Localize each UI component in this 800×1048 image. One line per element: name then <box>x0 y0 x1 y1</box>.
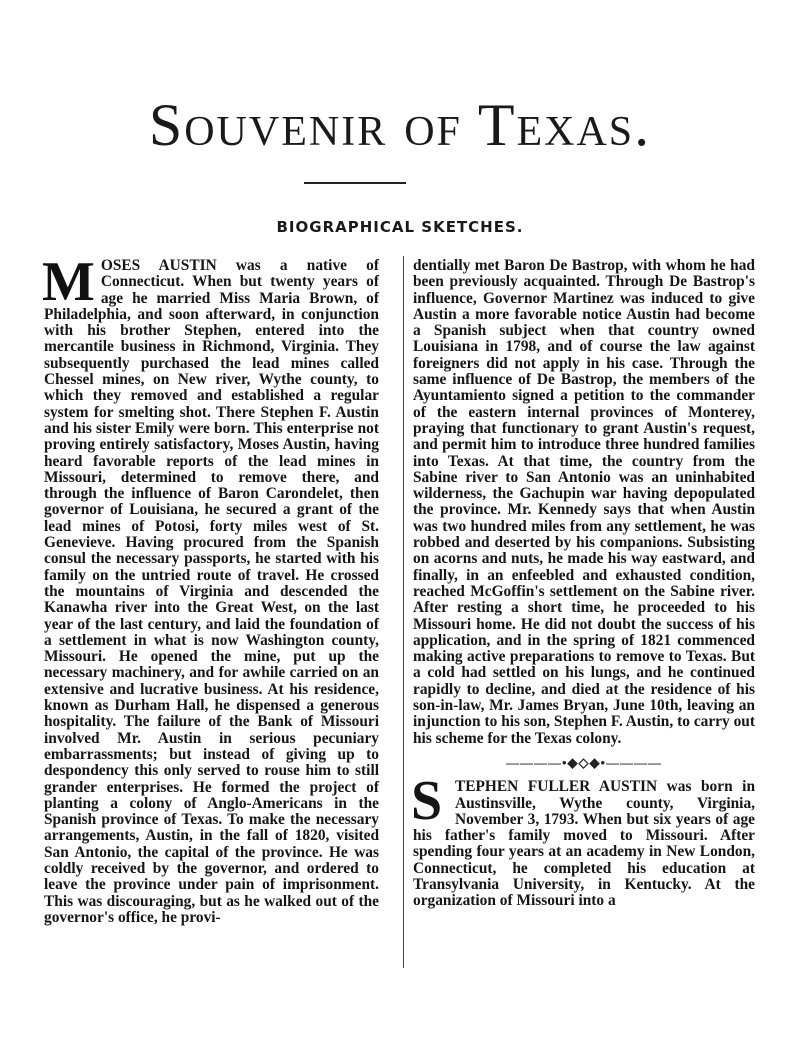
stephen-austin-paragraph <box>411 770 756 910</box>
column-divider <box>403 256 404 968</box>
moses-dropcap: M <box>42 251 95 313</box>
section-heading: BIOGRAPHICAL SKETCHES. <box>276 218 524 236</box>
moses-austin-paragraph <box>42 251 379 926</box>
right-column <box>413 258 755 910</box>
section-ornament: ————•◆◇◆•———— <box>505 754 663 770</box>
moses-continuation: dentially met Baron De Bastrop, with whom he had been previously acquainted. Through De Bastrop's influence, Governor Martinez was induced to give Austin a more favorable notice Austin had become a Spanish subject when that country owned Louisiana in 1798, and of course the law against foreigners did not apply in his case. Through the same influence of De Bastrop, the members of the Ayuntamiento signed a petition to the commander of the eastern internal provinces of Monterey, praying that functionary to grant Austin's request, and permit him to introduce three hundred families into Texas. At that time, the country from the Sabine river to San Antonio was an uninhabited wilderness, the Gachupin war having depopulated the province. Mr. Kennedy says that when Austin was two hundred miles from any settlement, he was robbed and deserted by his companions. Subsisting on acorns and nuts, he made his way eastward, and finally, in an enfeebled and exhausted condition, reached McGoffin's settlement on the Sabine river. After resting a short time, he proceeded to his Missouri home. He did not doubt the success of his application, and in the spring of 1821 commenced making active preparations to remove to Texas. But a cold had settled on his lungs, and he continued rapidly to decline, and died at the residence of his son-in-law, Mr. James Bryan, June 10th, leaving an injunction to his son, Stephen F. Austin, to carry out his scheme for the Texas colony. <box>413 257 755 747</box>
stephen-dropcap-letter: S <box>411 770 443 833</box>
moses-text: was a native of Connecticut. When but twenty years of age he married Miss Maria Brown, of Philadelphia, and soon afterward, in conjunction with his brother Stephen, entered into the mercantile business in Richmond, Virginia. They subsequently purchased the lead mines called Chessel mines, on New river, Wythe county, to which they removed and established a regular system for smelting shot. There Stephen F. Austin and his sister Emily were born. This enterprise not proving entirely satisfactory, Moses Austin, having heard favorable reports of the lead mines in Missouri, determined to remove there, and through the influence of Baron Carondelet, then governor of Louisiana, he secured a grant of the lead mines of Potosi, forty miles west of St. Genevieve. Having procured from the Spanish consul the necessary passports, he started with his family on the untried route of travel. He crossed the mountains of Virginia and descended the Kanawha river into the Great West, on the last year of the last century, and laid the foundation of a settlement in what is now Washington county, Missouri. He opened the mine, put up the necessary machinery, and for awhile carried on an extensive and lucrative business. At his residence, known as Durham Hall, he dispensed a generous hospitality. The failure of the Bank of Missouri involved Mr. Austin in serious pecuniary embarrassments; but instead of giving up to despondency this only served to rouse him to still grander enterprises. He formed the project of planting a colony of Anglo-Americans in the Spanish province of Texas. To make the necessary arrangements, Austin, in the fall of 1820, visited San Antonio, the capital of the province. He was coldly received by the governor, and ordered to leave the province under pain of imprisonment. This was discouraging, but as he walked out of the governor's office, he provi- <box>44 257 379 926</box>
page-title: Souvenir of Texas. <box>148 92 652 158</box>
stephen-text: was born in Austinsville, Wythe county, Virginia, November 3, 1793. When but six years of age his father's family moved to Missouri. After spending four years at an academy in New London, Connecticut, he completed his education at Transylvania University, in Kentucky. At the organization of Missouri into a <box>413 778 756 910</box>
moses-name: OSES AUSTIN <box>100 257 217 274</box>
left-column <box>42 251 379 926</box>
stephen-dropcap <box>409 770 449 833</box>
stephen-name: TEPHEN FULLER AUSTIN <box>455 778 658 796</box>
title-rule <box>304 182 406 184</box>
